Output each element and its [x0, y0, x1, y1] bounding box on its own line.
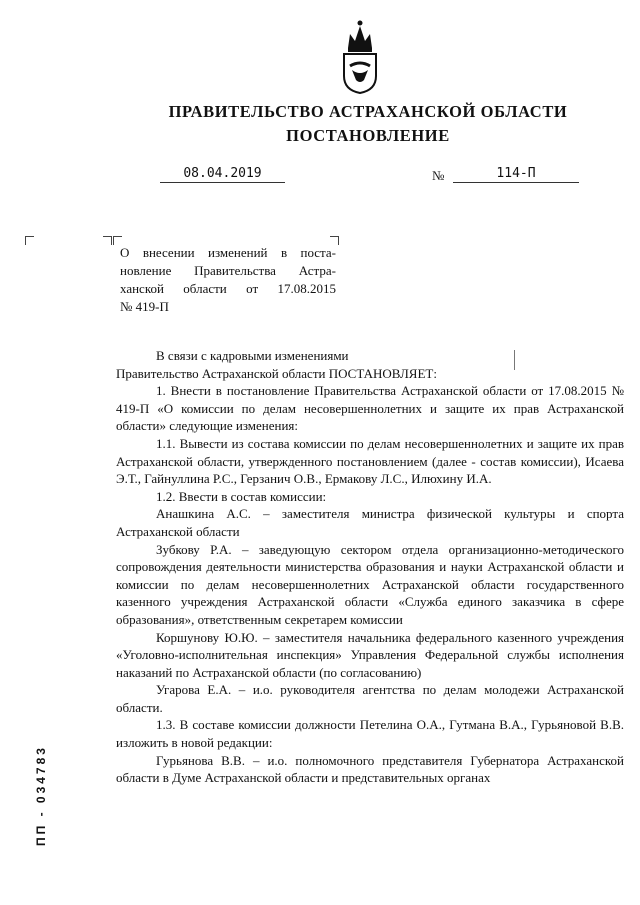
- member-entry: Коршунову Ю.Ю. – заместителя начальника федерального казенного учреждения «Уголовно-исполнительная инспекция» Управления Федеральной службы исполнения наказаний по Астраханской области (по согласованию): [116, 629, 624, 680]
- org-name: ПРАВИТЕЛЬСТВО АСТРАХАНСКОЙ ОБЛАСТИ: [168, 102, 568, 121]
- member-entry: Зубкову Р.А. – заведующую сектором отдела организационно-методического сопровождения деятельности министерства образования и науки Астраханской области и комиссии по делам несовершеннолетних Астраханской области государственного казенного учреждения Астраханской области «Служба единого заказчика в сфере образования», ответственным секретарем комиссии: [116, 541, 624, 627]
- member-entry: Угарова Е.А. – и.о. руководителя агентства по делам молодежи Астраханской области.: [116, 682, 624, 715]
- clause-1: 1. Внести в постановление Правительства Астраханской области от 17.08.2015 № 419-П «О комиссии по делам несовершеннолетних и защите их прав Астраханской области» следующие изменения:: [116, 383, 624, 434]
- subject-line: О внесении изменений в поста-: [120, 245, 336, 260]
- member-entry: Гурьянова В.В. – и.о. полномочного представителя Губернатора Астраханской области в Думе Астраханской области и представительных органах: [116, 752, 624, 786]
- subject-line: ханской области от 17.08.2015: [120, 281, 336, 296]
- document-header: [0, 100, 640, 148]
- document-subject: [120, 244, 336, 316]
- coat-of-arms-icon: [338, 14, 382, 94]
- margin-corner-mark: [103, 236, 112, 245]
- clause-1-2: 1.2. Ввести в состав комиссии:: [156, 488, 327, 504]
- clause-1-3: 1.3. В составе комиссии должности Петелина О.А., Гутмана В.А., Гурьяновой В.В. изложить в новой редакции:: [116, 717, 624, 751]
- document-date: 08.04.2019: [160, 166, 285, 183]
- intro-paragraph: Правительство Астраханской области ПОСТАНОВЛЯЕТ:: [116, 365, 437, 381]
- document-number: 114-П: [453, 166, 579, 183]
- form-serial-number: ПП - 034783: [34, 745, 48, 846]
- document-body: [116, 347, 624, 787]
- subject-line: новление Правительства Астра-: [120, 263, 336, 278]
- number-label: №: [432, 168, 445, 183]
- intro-paragraph: В связи с кадровыми изменениями: [156, 348, 349, 363]
- doc-type: ПОСТАНОВЛЕНИЕ: [286, 126, 450, 145]
- clause-1-1: 1.1. Вывести из состава комиссии по делам несовершеннолетних и защите их прав Астраханской области, утвержденного постановлением (далее - состав комиссии), Исаева Э.Т., Гайнуллина Р.С., Герзанич О.В., Ермакову Л.С., Илюхину И.А.: [116, 435, 624, 487]
- margin-corner-mark: [25, 236, 34, 245]
- member-entry: Анашкина А.С. – заместителя министра физической культуры и спорта Астраханской области: [116, 506, 624, 539]
- subject-line: № 419-П: [120, 299, 169, 314]
